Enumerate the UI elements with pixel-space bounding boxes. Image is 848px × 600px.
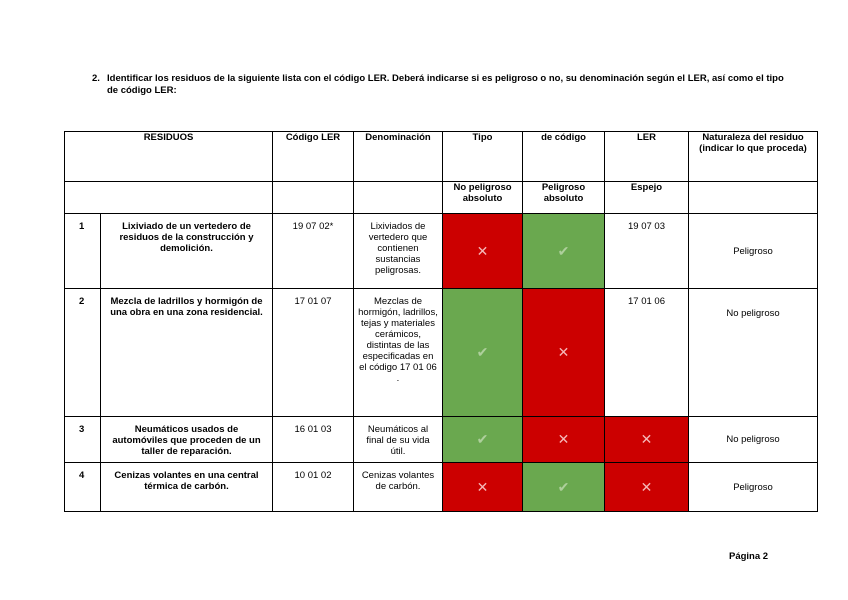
header-de-codigo: de código bbox=[523, 132, 605, 182]
subheader-espejo: Espejo bbox=[605, 182, 689, 214]
check-icon: ✔ bbox=[523, 214, 605, 289]
row-denominacion: Neumáticos al final de su vida útil. bbox=[354, 417, 443, 463]
row-naturaleza: Peligroso bbox=[689, 214, 818, 289]
header-naturaleza: Naturaleza del residuo (indicar lo que proceda) bbox=[689, 132, 818, 182]
cross-icon: ✕ bbox=[605, 463, 689, 512]
page-number: Página 2 bbox=[729, 551, 769, 562]
table-row bbox=[65, 214, 818, 289]
cross-icon: ✕ bbox=[605, 417, 689, 463]
row-number: 2 bbox=[65, 289, 101, 417]
question-text: Identificar los residuos de la siguiente lista con el código LER. Deberá indicarse si es peligroso o no, su denominación según el LER, así como el tipo de código LER: bbox=[107, 73, 784, 96]
row-codigo: 10 01 02 bbox=[273, 463, 354, 512]
row-codigo: 17 01 07 bbox=[273, 289, 354, 417]
row-number: 4 bbox=[65, 463, 101, 512]
row-naturaleza: Peligroso bbox=[689, 463, 818, 512]
subheader-peligroso: Peligroso absoluto bbox=[523, 182, 605, 214]
cross-icon: ✕ bbox=[443, 214, 523, 289]
row-denominacion: Cenizas volantes de carbón. bbox=[354, 463, 443, 512]
question-number: 2. bbox=[92, 73, 100, 84]
subheader-blank-codigo bbox=[273, 182, 354, 214]
table-row bbox=[65, 463, 818, 512]
header-ler: LER bbox=[605, 132, 689, 182]
row-espejo: 17 01 06 bbox=[605, 289, 689, 417]
ler-table bbox=[64, 131, 818, 512]
header-denominacion: Denominación bbox=[354, 132, 443, 182]
row-residuo: Lixiviado de un vertedero de residuos de la construcción y demolición. bbox=[101, 214, 273, 289]
row-number: 3 bbox=[65, 417, 101, 463]
subheader-row bbox=[65, 182, 818, 214]
header-codigo: Código LER bbox=[273, 132, 354, 182]
row-naturaleza: No peligroso bbox=[689, 289, 818, 417]
row-codigo: 16 01 03 bbox=[273, 417, 354, 463]
table-row bbox=[65, 289, 818, 417]
cross-icon: ✕ bbox=[523, 417, 605, 463]
cross-icon: ✕ bbox=[523, 289, 605, 417]
row-denominacion: Mezclas de hormigón, ladrillos, tejas y materiales cerámicos, distintas de las especificadas en el código 17 01 06 . bbox=[354, 289, 443, 417]
row-codigo: 19 07 02* bbox=[273, 214, 354, 289]
row-denominacion: Lixiviados de vertedero que contienen sustancias peligrosas. bbox=[354, 214, 443, 289]
header-row bbox=[65, 132, 818, 182]
row-number: 1 bbox=[65, 214, 101, 289]
cross-icon: ✕ bbox=[443, 463, 523, 512]
subheader-no-peligroso: No peligroso absoluto bbox=[443, 182, 523, 214]
subheader-blank-residuos bbox=[65, 182, 273, 214]
row-residuo: Neumáticos usados de automóviles que proceden de un taller de reparación. bbox=[101, 417, 273, 463]
check-icon: ✔ bbox=[443, 289, 523, 417]
question-block bbox=[92, 73, 792, 97]
row-residuo: Mezcla de ladrillos y hormigón de una obra en una zona residencial. bbox=[101, 289, 273, 417]
table-row bbox=[65, 417, 818, 463]
header-residuos: RESIDUOS bbox=[65, 132, 273, 182]
row-naturaleza: No peligroso bbox=[689, 417, 818, 463]
row-residuo: Cenizas volantes en una central térmica de carbón. bbox=[101, 463, 273, 512]
check-icon: ✔ bbox=[523, 463, 605, 512]
subheader-blank-naturaleza bbox=[689, 182, 818, 214]
header-tipo: Tipo bbox=[443, 132, 523, 182]
row-espejo: 19 07 03 bbox=[605, 214, 689, 289]
subheader-blank-denominacion bbox=[354, 182, 443, 214]
check-icon: ✔ bbox=[443, 417, 523, 463]
